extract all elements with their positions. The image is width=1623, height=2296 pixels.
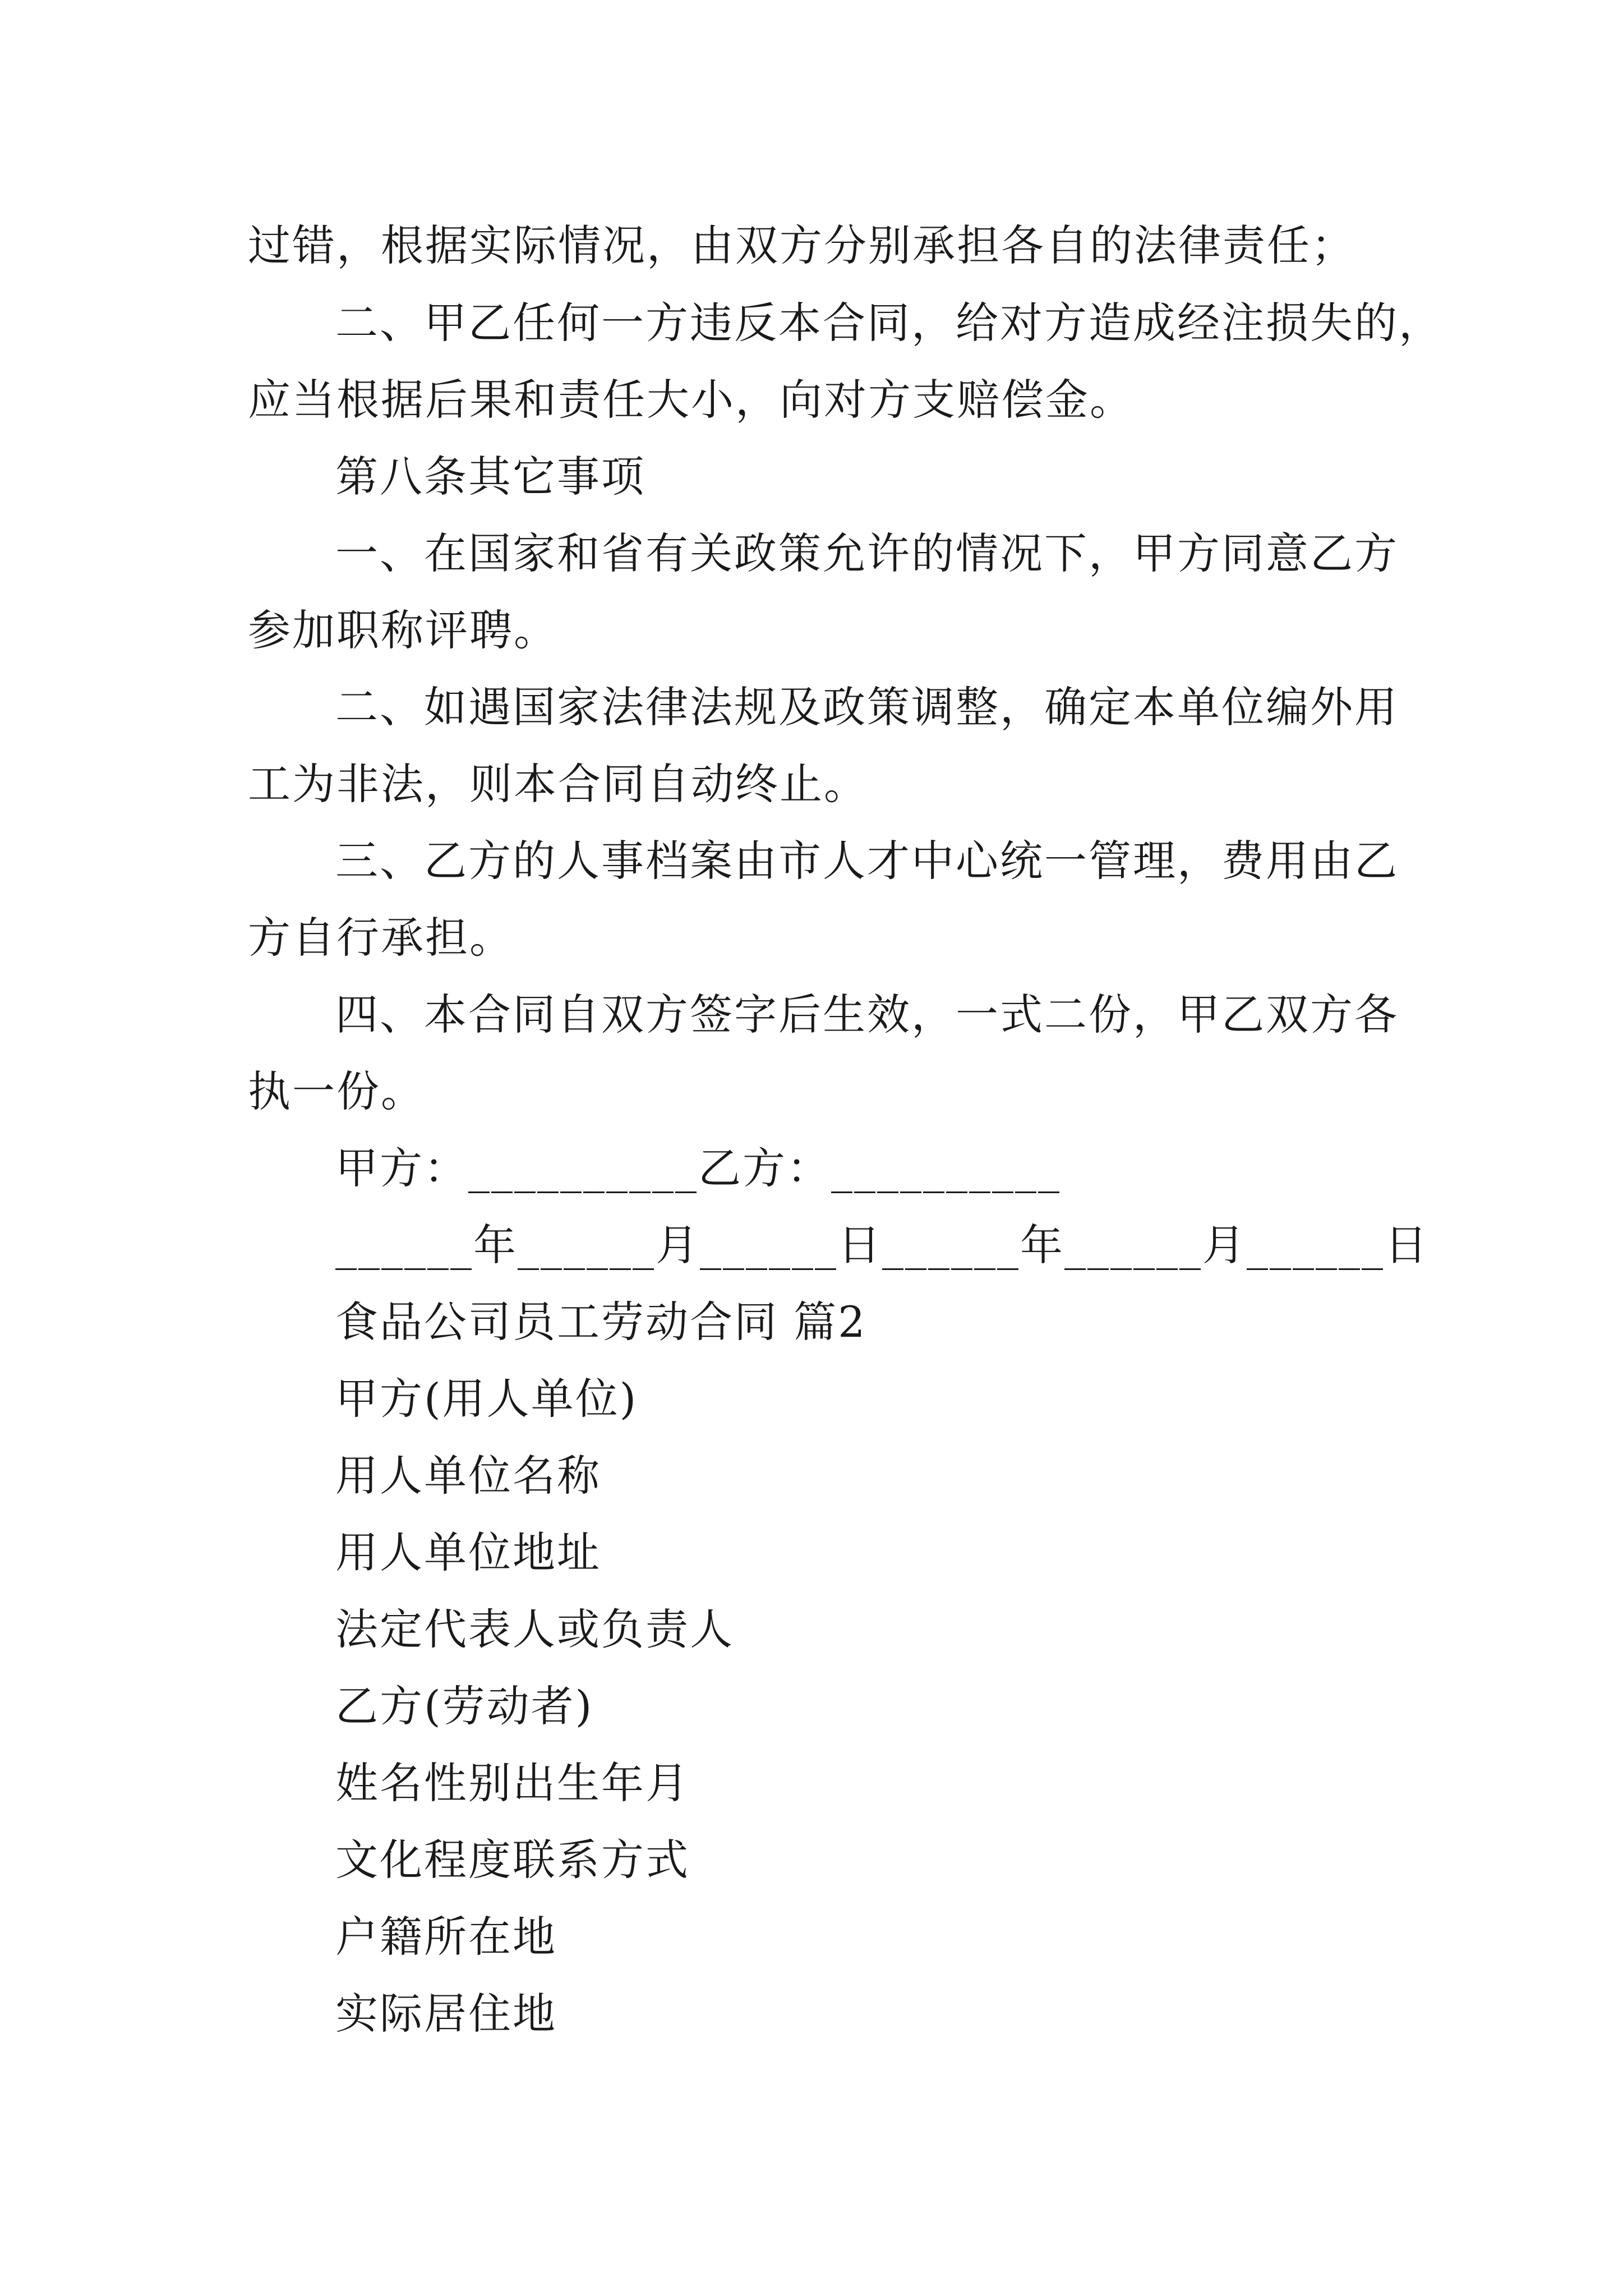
field-label: 实际居住地: [335, 1989, 557, 2039]
paragraph-line: 二、如遇国家法律法规及政策调整，确定本单位编外用: [335, 682, 1399, 732]
paragraph-line: 三、乙方的人事档案由市人才中心统一管理，费用由乙: [335, 836, 1399, 886]
section-heading: 第八条其它事项: [335, 452, 645, 501]
paragraph-line: 二、甲乙任何一方违反本合同，给对方造成经注损失的，: [335, 298, 1443, 348]
field-label: 文化程度联系方式: [335, 1835, 690, 1885]
field-label: 姓名性别出生年月: [335, 1758, 690, 1808]
paragraph-line: 参加职称评聘。: [248, 605, 558, 655]
paragraph-line: 四、本合同自双方签字后生效，一式二份，甲乙双方各: [335, 990, 1399, 1039]
paragraph-line: 执一份。: [248, 1066, 425, 1116]
field-label: 户籍所在地: [335, 1912, 557, 1962]
field-label: 用人单位名称: [335, 1451, 601, 1501]
field-label: 法定代表人或负责人: [335, 1604, 734, 1654]
paragraph-line: 过错，根据实际情况，由双方分别承担各自的法律责任；: [248, 220, 1355, 270]
paragraph-line: 方自行承担。: [248, 913, 514, 963]
document-title: 食品公司员工劳动合同 篇2: [335, 1297, 867, 1347]
field-label: 乙方(劳动者): [335, 1681, 594, 1731]
field-label: 甲方(用人单位): [335, 1374, 638, 1424]
paragraph-line: 一、在国家和省有关政策允许的情况下，甲方同意乙方: [335, 528, 1399, 578]
paragraph-line: 工为非法，则本合同自动终止。: [248, 759, 868, 809]
field-label: 用人单位地址: [335, 1527, 601, 1577]
paragraph-line: 应当根据后果和责任大小，向对方支赔偿金。: [248, 375, 1134, 425]
date-line: ______年______月______日______年______月______日: [335, 1220, 1429, 1270]
signature-line: 甲方：__________乙方：__________: [335, 1143, 1061, 1193]
